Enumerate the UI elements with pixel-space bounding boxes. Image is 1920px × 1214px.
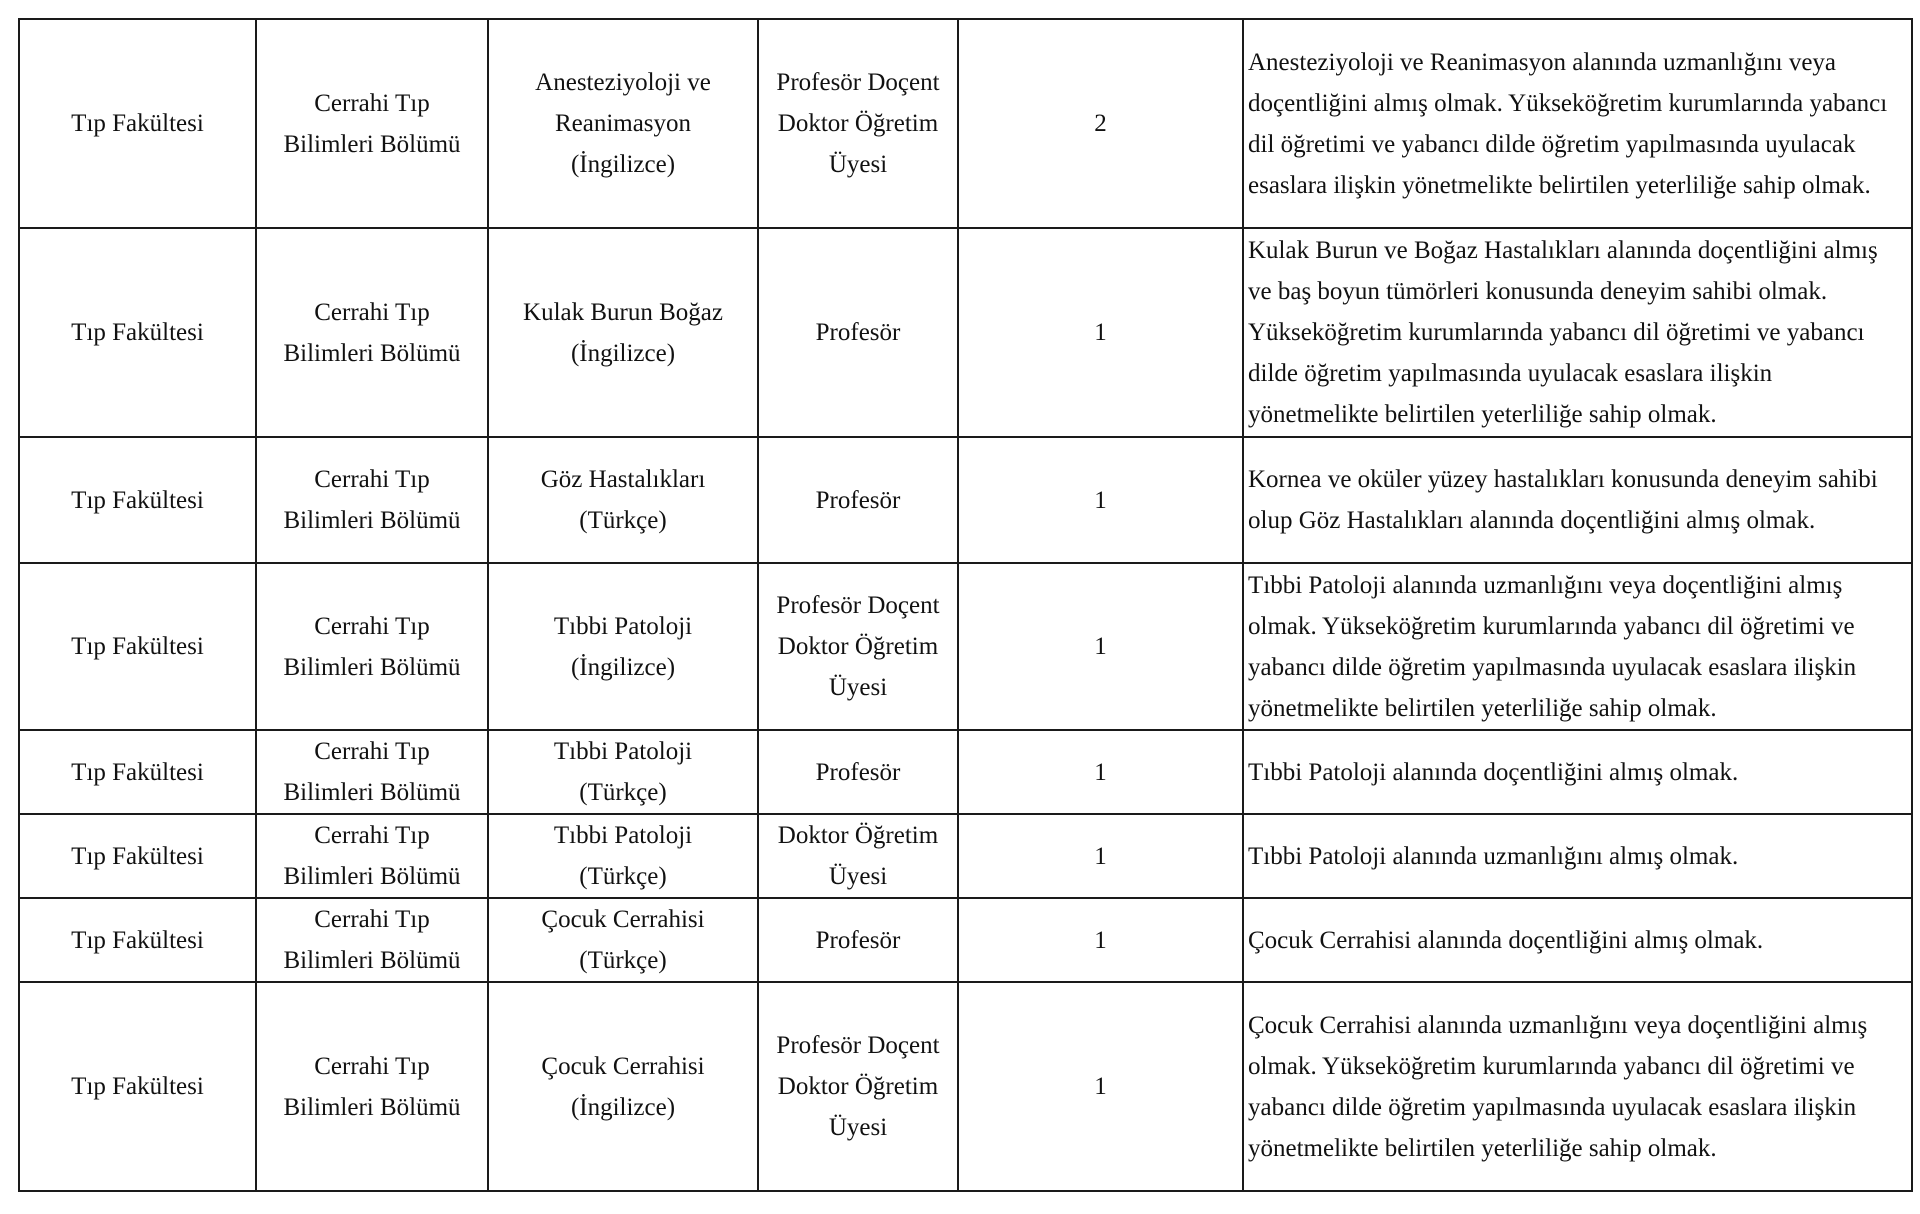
count-cell: 1 <box>958 228 1243 437</box>
program-cell: Tıbbi Patoloji (İngilizce) <box>488 563 758 730</box>
requirement-cell: Tıbbi Patoloji alanında uzmanlığını veya doçentliğini almış olmak. Yükseköğretim kurumlarında yabancı dil öğretimi ve yabancı dilde öğretim yapılmasında uyulacak esaslara ilişkin yönetmelikte belirtilen yeterliliğe sahip olmak. <box>1243 563 1912 730</box>
table-row <box>19 898 1912 982</box>
count-cell: 1 <box>958 982 1243 1191</box>
requirement-cell: Tıbbi Patoloji alanında uzmanlığını almış olmak. <box>1243 814 1912 898</box>
faculty-cell: Tıp Fakültesi <box>19 898 256 982</box>
table-row <box>19 982 1912 1191</box>
faculty-cell: Tıp Fakültesi <box>19 730 256 814</box>
program-cell: Tıbbi Patoloji (Türkçe) <box>488 730 758 814</box>
table-row <box>19 563 1912 730</box>
requirement-cell: Kulak Burun ve Boğaz Hastalıkları alanında doçentliğini almış ve baş boyun tümörleri konusunda deneyim sahibi olmak. Yükseköğretim kurumlarında yabancı dil öğretimi ve yabancı dilde öğretim yapılmasında uyulacak esaslara ilişkin yönetmelikte belirtilen yeterliliğe sahip olmak. <box>1243 228 1912 437</box>
program-cell: Kulak Burun Boğaz (İngilizce) <box>488 228 758 437</box>
faculty-cell: Tıp Fakültesi <box>19 437 256 563</box>
title-cell: Profesör <box>758 437 958 563</box>
department-cell: Cerrahi Tıp Bilimleri Bölümü <box>256 898 488 982</box>
requirement-cell: Anesteziyoloji ve Reanimasyon alanında uzmanlığını veya doçentliğini almış olmak. Yükseköğretim kurumlarında yabancı dil öğretimi ve yabancı dilde öğretim yapılmasında uyulacak esaslara ilişkin yönetmelikte belirtilen yeterliliğe sahip olmak. <box>1243 19 1912 228</box>
requirement-cell: Çocuk Cerrahisi alanında uzmanlığını veya doçentliğini almış olmak. Yükseköğretim kurumlarında yabancı dil öğretimi ve yabancı dilde öğretim yapılmasında uyulacak esaslara ilişkin yönetmelikte belirtilen yeterliliğe sahip olmak. <box>1243 982 1912 1191</box>
title-cell: Profesör <box>758 898 958 982</box>
positions-table <box>18 18 1913 1192</box>
count-cell: 1 <box>958 814 1243 898</box>
table-row <box>19 19 1912 228</box>
table-row <box>19 814 1912 898</box>
department-cell: Cerrahi Tıp Bilimleri Bölümü <box>256 982 488 1191</box>
department-cell: Cerrahi Tıp Bilimleri Bölümü <box>256 730 488 814</box>
title-cell: Doktor Öğretim Üyesi <box>758 814 958 898</box>
requirement-cell: Çocuk Cerrahisi alanında doçentliğini almış olmak. <box>1243 898 1912 982</box>
department-cell: Cerrahi Tıp Bilimleri Bölümü <box>256 563 488 730</box>
title-cell: Profesör Doçent Doktor Öğretim Üyesi <box>758 982 958 1191</box>
faculty-cell: Tıp Fakültesi <box>19 563 256 730</box>
table-row <box>19 437 1912 563</box>
department-cell: Cerrahi Tıp Bilimleri Bölümü <box>256 437 488 563</box>
requirement-cell: Tıbbi Patoloji alanında doçentliğini almış olmak. <box>1243 730 1912 814</box>
count-cell: 1 <box>958 898 1243 982</box>
program-cell: Göz Hastalıkları (Türkçe) <box>488 437 758 563</box>
program-cell: Çocuk Cerrahisi (İngilizce) <box>488 982 758 1191</box>
title-cell: Profesör <box>758 730 958 814</box>
count-cell: 1 <box>958 730 1243 814</box>
count-cell: 1 <box>958 563 1243 730</box>
title-cell: Profesör <box>758 228 958 437</box>
table-row <box>19 228 1912 437</box>
program-cell: Anesteziyoloji ve Reanimasyon (İngilizce) <box>488 19 758 228</box>
department-cell: Cerrahi Tıp Bilimleri Bölümü <box>256 228 488 437</box>
requirement-cell: Kornea ve oküler yüzey hastalıkları konusunda deneyim sahibi olup Göz Hastalıkları alanında doçentliğini almış olmak. <box>1243 437 1912 563</box>
faculty-cell: Tıp Fakültesi <box>19 19 256 228</box>
faculty-cell: Tıp Fakültesi <box>19 982 256 1191</box>
count-cell: 2 <box>958 19 1243 228</box>
count-cell: 1 <box>958 437 1243 563</box>
program-cell: Çocuk Cerrahisi (Türkçe) <box>488 898 758 982</box>
faculty-cell: Tıp Fakültesi <box>19 814 256 898</box>
table-row <box>19 730 1912 814</box>
department-cell: Cerrahi Tıp Bilimleri Bölümü <box>256 19 488 228</box>
faculty-cell: Tıp Fakültesi <box>19 228 256 437</box>
title-cell: Profesör Doçent Doktor Öğretim Üyesi <box>758 19 958 228</box>
program-cell: Tıbbi Patoloji (Türkçe) <box>488 814 758 898</box>
title-cell: Profesör Doçent Doktor Öğretim Üyesi <box>758 563 958 730</box>
department-cell: Cerrahi Tıp Bilimleri Bölümü <box>256 814 488 898</box>
